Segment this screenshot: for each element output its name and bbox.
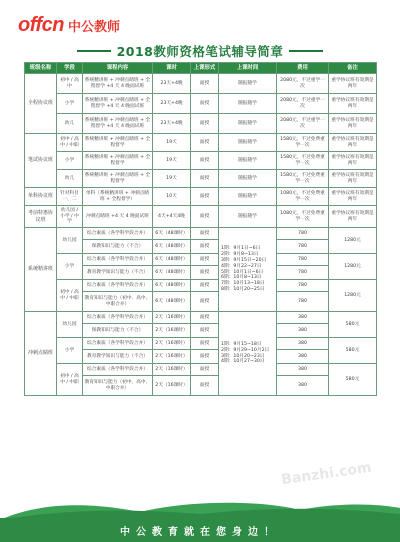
mode-cell: 面授 <box>191 206 219 228</box>
table-header-row <box>25 63 377 74</box>
hours-cell: 2天（16课时） <box>153 312 191 324</box>
title-line-right <box>289 50 323 51</box>
note-cell: 重学协议班有效期是两年 <box>329 94 377 114</box>
mode-cell: 面授 <box>191 364 219 376</box>
time-cell: 随报随学 <box>219 188 277 206</box>
pair-fee-cell: 1280元 <box>329 280 377 312</box>
fee-cell: 380 <box>277 338 329 350</box>
period-line: 7期：10月13~18日 <box>221 281 265 287</box>
header-cell: 课时 <box>153 63 191 74</box>
fee-cell: 1580元，不过免费重学一次 <box>277 152 329 170</box>
footer-bar <box>0 518 400 542</box>
hours-cell: 4天+4天4晚 <box>153 206 191 228</box>
period-line: 3期：9月15日~20日 <box>221 257 267 263</box>
mode-cell: 面授 <box>191 170 219 188</box>
content-cell: 系统精讲班 + 冲刺点睛班 + 全程督学 +4 天 4 晚面试班 <box>83 94 153 114</box>
stage-cell: 幼儿园 <box>57 228 83 254</box>
fee-cell: 380 <box>277 324 329 338</box>
hours-cell: 2天（16课时） <box>153 364 191 376</box>
table-row <box>25 338 377 350</box>
period-line: 3期：10月20~23日 <box>221 353 265 359</box>
hours-cell: 6天（48课时） <box>153 254 191 266</box>
time-cell: 随报随学 <box>219 152 277 170</box>
pair-fee-cell: 580元 <box>329 338 377 364</box>
fee-cell: 2080元，不过重学一次 <box>277 114 329 134</box>
header-cell: 班级名称 <box>25 63 57 74</box>
header-cell: 学段 <box>57 63 83 74</box>
time-cell: 随报随学 <box>219 74 277 94</box>
content-cell: 教育教学知识与能力（不合） <box>83 266 153 280</box>
fee-cell: 780 <box>277 254 329 266</box>
time-cell: 随报随学 <box>219 134 277 152</box>
hours-cell: 19天 <box>153 134 191 152</box>
mode-cell: 面授 <box>191 134 219 152</box>
table-row <box>25 280 377 292</box>
group-name: 系统精讲班 <box>25 228 57 312</box>
note-cell: 重学协议班有效期是两年 <box>329 188 377 206</box>
time-cell: 随报随学 <box>219 114 277 134</box>
fee-cell: 380 <box>277 350 329 364</box>
mode-cell: 面授 <box>191 240 219 254</box>
mode-cell: 面授 <box>191 338 219 350</box>
time-cell: 随报随学 <box>219 94 277 114</box>
hours-cell: 6天（48课时） <box>153 266 191 280</box>
header-cell: 课程内容 <box>83 63 153 74</box>
page-title: 2018教师资格笔试辅导简章 <box>116 44 284 59</box>
course-table <box>24 62 377 396</box>
period-line: 2期：9月29~10月2日 <box>221 347 270 353</box>
fee-cell: 780 <box>277 240 329 254</box>
note-cell: 重学协议班有效期是两年 <box>329 74 377 94</box>
mode-cell: 面授 <box>191 114 219 134</box>
content-cell: 综合素质（各学科学段合并） <box>83 228 153 240</box>
table-row <box>25 364 377 376</box>
group-name: 单科协议班 <box>25 188 57 206</box>
table-row <box>25 114 377 134</box>
hours-cell: 6天（48课时） <box>153 292 191 312</box>
table-row <box>25 254 377 266</box>
hours-cell: 2天（16课时） <box>153 338 191 350</box>
period-line: 1期：9月15~18日 <box>221 341 262 347</box>
pair-fee-cell: 580元 <box>329 364 377 396</box>
mode-cell: 面授 <box>191 292 219 312</box>
mode-cell: 面授 <box>191 376 219 396</box>
stage-cell: 小学 <box>57 254 83 280</box>
fee-cell: 1580元，不过免费重学一次 <box>277 134 329 152</box>
fee-cell: 780 <box>277 292 329 312</box>
time-cell: 随报随学 <box>219 170 277 188</box>
time-block-system <box>219 228 277 312</box>
mode-cell: 面授 <box>191 350 219 364</box>
stage-cell: 小学 <box>57 152 83 170</box>
hours-cell: 10天 <box>153 188 191 206</box>
period-line: 6期：10月8~13日 <box>221 275 262 281</box>
content-cell: 教育知识与能力（初中、高中、中职合并） <box>83 376 153 396</box>
hours-cell: 23天+4晚 <box>153 74 191 94</box>
content-cell: 综合素质（各学科学段合并） <box>83 254 153 266</box>
header-cell: 上课形式 <box>191 63 219 74</box>
note-cell: 重学协议班有效期是两年 <box>329 206 377 228</box>
stage-cell: 幼儿 <box>57 114 83 134</box>
stage-cell: 初中 / 高中 / 中职 <box>57 134 83 152</box>
table-row <box>25 94 377 114</box>
stage-cell: 幼儿园 <box>57 312 83 338</box>
time-block-sprint <box>219 312 277 396</box>
watermark: Banzhi.com <box>280 459 373 489</box>
header-cell: 上课时间 <box>219 63 277 74</box>
hours-cell: 23天+4晚 <box>153 114 191 134</box>
stage-cell: 针对科目一、二 <box>57 188 83 206</box>
content-cell: 系统精讲班 + 冲刺点睛班 + 全程督学 <box>83 134 153 152</box>
title-line-left <box>77 50 111 51</box>
hours-cell: 6天（48课时） <box>153 240 191 254</box>
stage-cell: 初中 / 高中 <box>57 74 83 94</box>
stage-cell: 幼儿园 / 小学 / 中学 <box>57 206 83 228</box>
table-row <box>25 152 377 170</box>
mode-cell: 面授 <box>191 94 219 114</box>
table-row <box>25 206 377 228</box>
hours-cell: 19天 <box>153 170 191 188</box>
stage-cell: 初中 / 高中 / 中职 <box>57 280 83 312</box>
fee-cell: 1080元，不过免费重学一次 <box>277 206 329 228</box>
fee-cell: 2080元，不过重学一次 <box>277 94 329 114</box>
period-line: 2期：9月8~13日 <box>221 251 259 257</box>
table-row <box>25 74 377 94</box>
group-name: 全程协议班 <box>25 74 57 134</box>
stage-cell: 初中 / 高中 / 中职 <box>57 364 83 396</box>
fee-cell: 1080元，不过免费重学一次 <box>277 188 329 206</box>
group-name: 考前特惠协议班 <box>25 206 57 228</box>
mode-cell: 面授 <box>191 266 219 280</box>
mode-cell: 面授 <box>191 254 219 266</box>
fee-cell: 380 <box>277 364 329 376</box>
content-cell: 综合素质（各学科学段合并） <box>83 364 153 376</box>
mode-cell: 面授 <box>191 228 219 240</box>
fee-cell: 780 <box>277 228 329 240</box>
hours-cell: 6天（48课时） <box>153 280 191 292</box>
fee-cell: 780 <box>277 280 329 292</box>
content-cell: 教育知识与能力（初中、高中、中职合并） <box>83 292 153 312</box>
hours-cell: 2天（16课时） <box>153 376 191 396</box>
fee-cell: 1580元，不过免费重学一次 <box>277 170 329 188</box>
hours-cell: 19天 <box>153 152 191 170</box>
table-row <box>25 228 377 240</box>
pair-fee-cell: 1280元 <box>329 254 377 280</box>
mode-cell: 面授 <box>191 312 219 324</box>
hours-cell: 2天（16课时） <box>153 324 191 338</box>
pair-fee-cell: 580元 <box>329 312 377 338</box>
period-line: 8期：10月20~25日 <box>221 287 265 293</box>
period-line: 1期：9月1日~6日 <box>221 246 261 251</box>
mode-cell: 面授 <box>191 188 219 206</box>
table-row <box>25 312 377 324</box>
period-line: 5期：10月1日~6日 <box>221 269 264 275</box>
content-cell: 冲刺点睛班 +4 天 4 晚面试班 <box>83 206 153 228</box>
fee-cell: 2080元，不过重学一次 <box>277 74 329 94</box>
mode-cell: 面授 <box>191 152 219 170</box>
content-cell: 系统精讲班 + 冲刺点睛班 + 全程督学 +4 天 4 晚面试班 <box>83 74 153 94</box>
content-cell: 系统精讲班 + 冲刺点睛班 + 全程督学 +4 天 4 晚面试班 <box>83 114 153 134</box>
content-cell: 保教知识与能力（不合） <box>83 324 153 338</box>
table-row <box>25 188 377 206</box>
time-cell: 随报随学 <box>219 206 277 228</box>
hours-cell: 6天（48课时） <box>153 228 191 240</box>
logo-chinese: 中公教师 <box>68 20 121 35</box>
logo-wordmark: offcn <box>18 14 65 36</box>
note-cell: 重学协议班有效期是两年 <box>329 134 377 152</box>
content-cell: 教育教学知识与能力（不合） <box>83 350 153 364</box>
pair-fee-cell: 1280元 <box>329 228 377 254</box>
content-cell: 保教知识与能力（不合） <box>83 240 153 254</box>
note-cell: 重学协议班有效期是两年 <box>329 114 377 134</box>
header-cell: 备注 <box>329 63 377 74</box>
fee-cell: 380 <box>277 312 329 324</box>
title-row <box>0 44 400 58</box>
footer-slogan: 中公教育就在您身边！ <box>120 526 280 538</box>
note-cell: 重学协议班有效期是两年 <box>329 152 377 170</box>
content-cell: 综合素质（各学科学段合并） <box>83 338 153 350</box>
mode-cell: 面授 <box>191 324 219 338</box>
period-line: 4期：9月22~27日 <box>221 263 262 269</box>
header-cell: 费用 <box>277 63 329 74</box>
fee-cell: 380 <box>277 376 329 396</box>
stage-cell: 幼儿 <box>57 170 83 188</box>
content-cell: 综合素质（各学科学段合并） <box>83 280 153 292</box>
mode-cell: 面授 <box>191 280 219 292</box>
group-name: 冲刺点睛班 <box>25 312 57 396</box>
hours-cell: 2天（16课时） <box>153 350 191 364</box>
fee-cell: 780 <box>277 266 329 280</box>
hours-cell: 23天+4晚 <box>153 94 191 114</box>
stage-cell: 小学 <box>57 338 83 364</box>
mode-cell: 面授 <box>191 74 219 94</box>
table-row <box>25 134 377 152</box>
footer-hills-decoration <box>0 498 400 520</box>
brand-logo <box>18 14 120 37</box>
content-cell: 系统精讲班 + 冲刺点睛班 + 全程督学 <box>83 170 153 188</box>
content-cell: 综合素质（各学科学段合并） <box>83 312 153 324</box>
period-line: 4期：10月27~30日 <box>221 359 265 365</box>
content-cell: 系统精讲班 + 冲刺点睛班 + 全程督学 <box>83 152 153 170</box>
note-cell: 重学协议班有效期是两年 <box>329 170 377 188</box>
stage-cell: 小学 <box>57 94 83 114</box>
group-name: 笔试协议班 <box>25 134 57 188</box>
table-row <box>25 170 377 188</box>
content-cell: 单科（系统精讲班 + 冲刺点睛班 + 全程督学） <box>83 188 153 206</box>
